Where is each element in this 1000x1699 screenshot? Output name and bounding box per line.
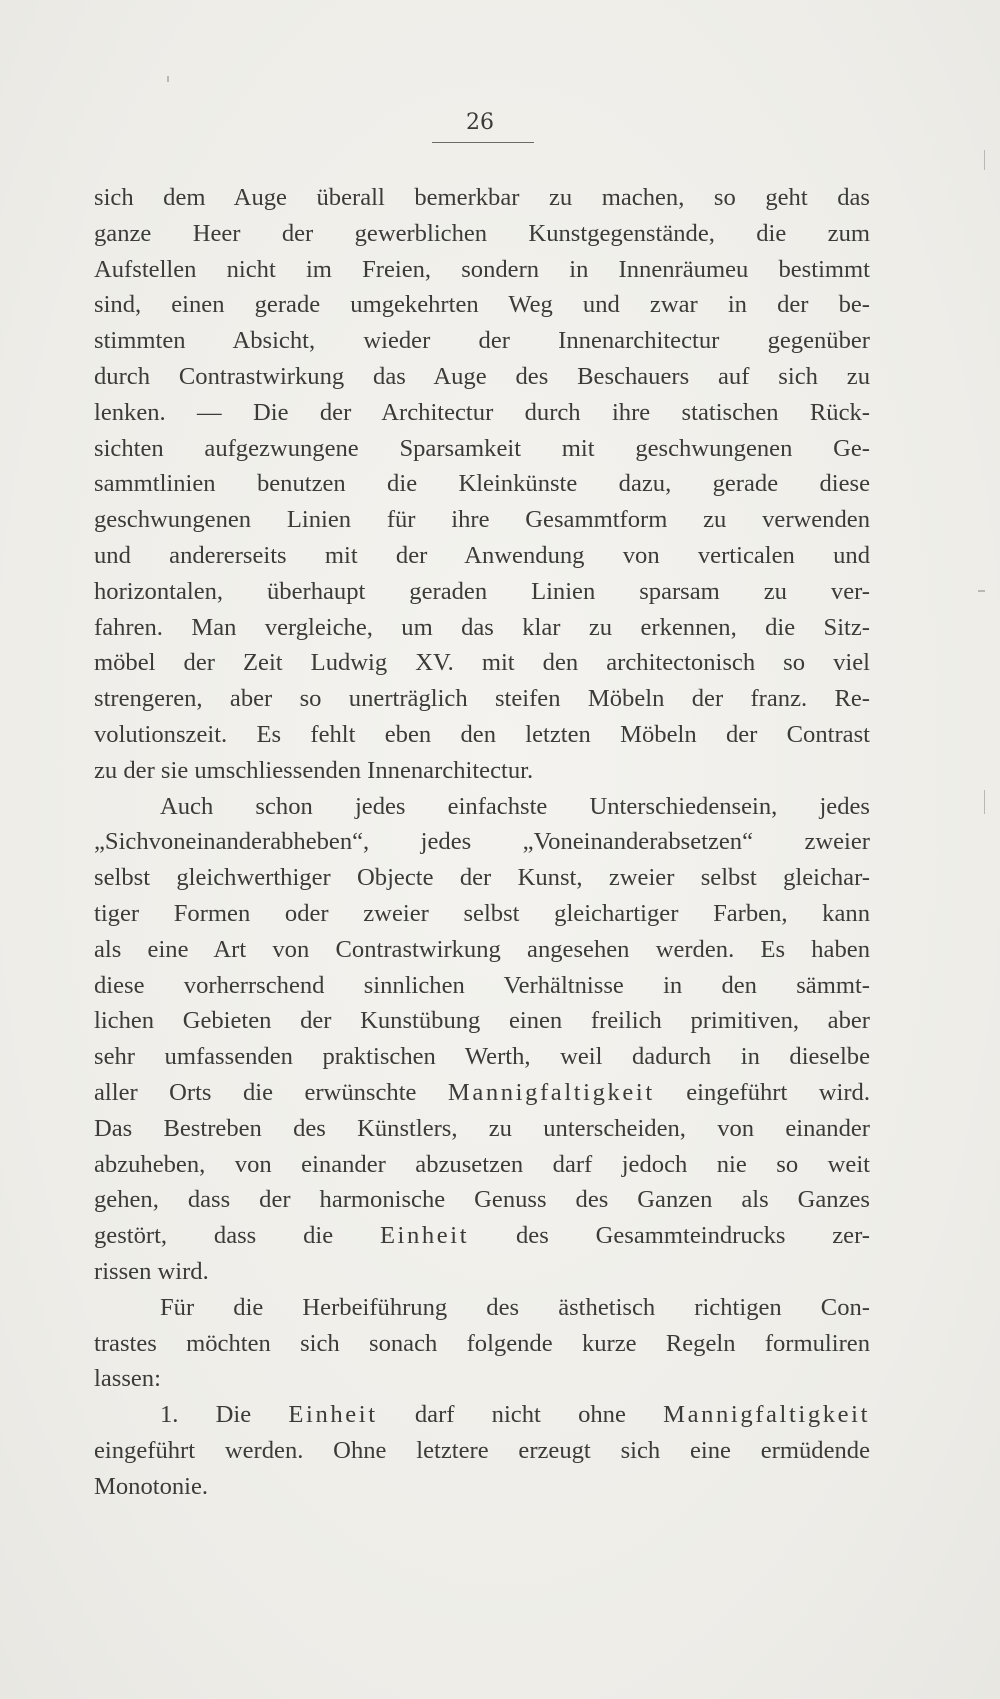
- text-line: durch Contrastwirkung das Auge des Beschauers auf sich zu: [94, 362, 870, 390]
- speck-mark: [167, 76, 169, 82]
- text-line: lichen Gebieten der Kunstübung einen freilich primitiven, aber: [94, 1007, 870, 1035]
- text-line: als eine Art von Contrastwirkung angesehen werden. Es haben: [94, 935, 870, 963]
- text-line: Aufstellen nicht im Freien, sondern in Innenräumeu bestimmt: [94, 255, 870, 283]
- text-line: Das Bestreben des Künstlers, zu unterscheiden, von einander: [94, 1114, 870, 1142]
- text-line: Für die Herbeiführung des ästhetisch richtigen Con-: [160, 1293, 870, 1321]
- page-number-rule: [432, 142, 534, 143]
- text-line: trastes möchten sich sonach folgende kurze Regeln formuliren: [94, 1329, 870, 1357]
- text-line: diese vorherrschend sinnlichen Verhältnisse in den sämmt-: [94, 971, 870, 999]
- text-line: fahren. Man vergleiche, um das klar zu erkennen, die Sitz-: [94, 613, 870, 641]
- text-line: möbel der Zeit Ludwig XV. mit den architectonisch so viel: [94, 649, 870, 677]
- text-line: sichten aufgezwungene Sparsamkeit mit geschwungenen Ge-: [94, 434, 870, 462]
- speck-mark: [978, 590, 985, 592]
- page-number: 26: [466, 110, 494, 135]
- text-line: zu der sie umschliessenden Innenarchitectur.: [94, 756, 534, 784]
- spaced-term: Einheit: [379, 1222, 470, 1250]
- text-line: [94, 1218, 870, 1254]
- text-line: „Sichvoneinanderabheben“, jedes „Voneinanderabsetzen“ zweier: [94, 828, 870, 856]
- text-line: sind, einen gerade umgekehrten Weg und zwar in der be-: [94, 291, 870, 319]
- text-line: rissen wird.: [94, 1257, 209, 1285]
- text-fragment: 1. Die: [160, 1401, 289, 1429]
- text-line: lenken. — Die der Architectur durch ihre statischen Rück-: [94, 398, 870, 426]
- text-line: volutionszeit. Es fehlt eben den letzten Möbeln der Contrast: [94, 720, 870, 748]
- spaced-term: Einheit: [288, 1401, 378, 1429]
- text-line: lassen:: [94, 1365, 161, 1393]
- text-fragment: eingeführt wird.: [654, 1078, 870, 1106]
- text-line: Auch schon jedes einfachste Unterschiedensein, jedes: [160, 792, 870, 820]
- text-line: und andererseits mit der Anwendung von verticalen und: [94, 541, 870, 569]
- text-line: selbst gleichwerthiger Objecte der Kunst, zweier selbst gleichar-: [94, 864, 870, 892]
- text-fragment: gestört, dass die: [94, 1222, 380, 1250]
- text-line: stimmten Absicht, wieder der Innenarchitectur gegenüber: [94, 327, 870, 355]
- text-line: geschwungenen Linien für ihre Gesammtform zu verwenden: [94, 506, 870, 534]
- text-fragment: des Gesammteindrucks zer-: [469, 1222, 870, 1250]
- text-line: [94, 1397, 870, 1433]
- text-line: ganze Heer der gewerblichen Kunstgegenstände, die zum: [94, 219, 870, 247]
- text-line: abzuheben, von einander abzusetzen darf jedoch nie so weit: [94, 1150, 870, 1178]
- text-line: eingeführt werden. Ohne letztere erzeugt sich eine ermüdende: [94, 1436, 870, 1464]
- text-line: horizontalen, überhaupt geraden Linien sparsam zu ver-: [94, 577, 870, 605]
- speck-mark: [984, 150, 985, 170]
- text-line: strengeren, aber so unerträglich steifen Möbeln der franz. Re-: [94, 685, 870, 713]
- text-line: gehen, dass der harmonische Genuss des Ganzen als Ganzes: [94, 1186, 870, 1214]
- text-line: tiger Formen oder zweier selbst gleichartiger Farben, kann: [94, 899, 870, 927]
- text-line: Monotonie.: [94, 1472, 209, 1500]
- text-line: [94, 1075, 870, 1111]
- spaced-term: Mannigfaltigkeit: [663, 1401, 870, 1429]
- text-line: sehr umfassenden praktischen Werth, weil dadurch in dieselbe: [94, 1043, 870, 1071]
- text-fragment: aller Orts die erwünschte: [94, 1078, 448, 1106]
- text-line: sich dem Auge überall bemerkbar zu machen, so geht das: [94, 184, 870, 211]
- spaced-term: Mannigfaltigkeit: [447, 1078, 655, 1106]
- text-fragment: darf nicht ohne: [377, 1401, 664, 1429]
- body-text: [94, 180, 870, 1504]
- text-line: sammtlinien benutzen die Kleinkünste dazu, gerade diese: [94, 470, 870, 498]
- speck-mark: [984, 790, 985, 814]
